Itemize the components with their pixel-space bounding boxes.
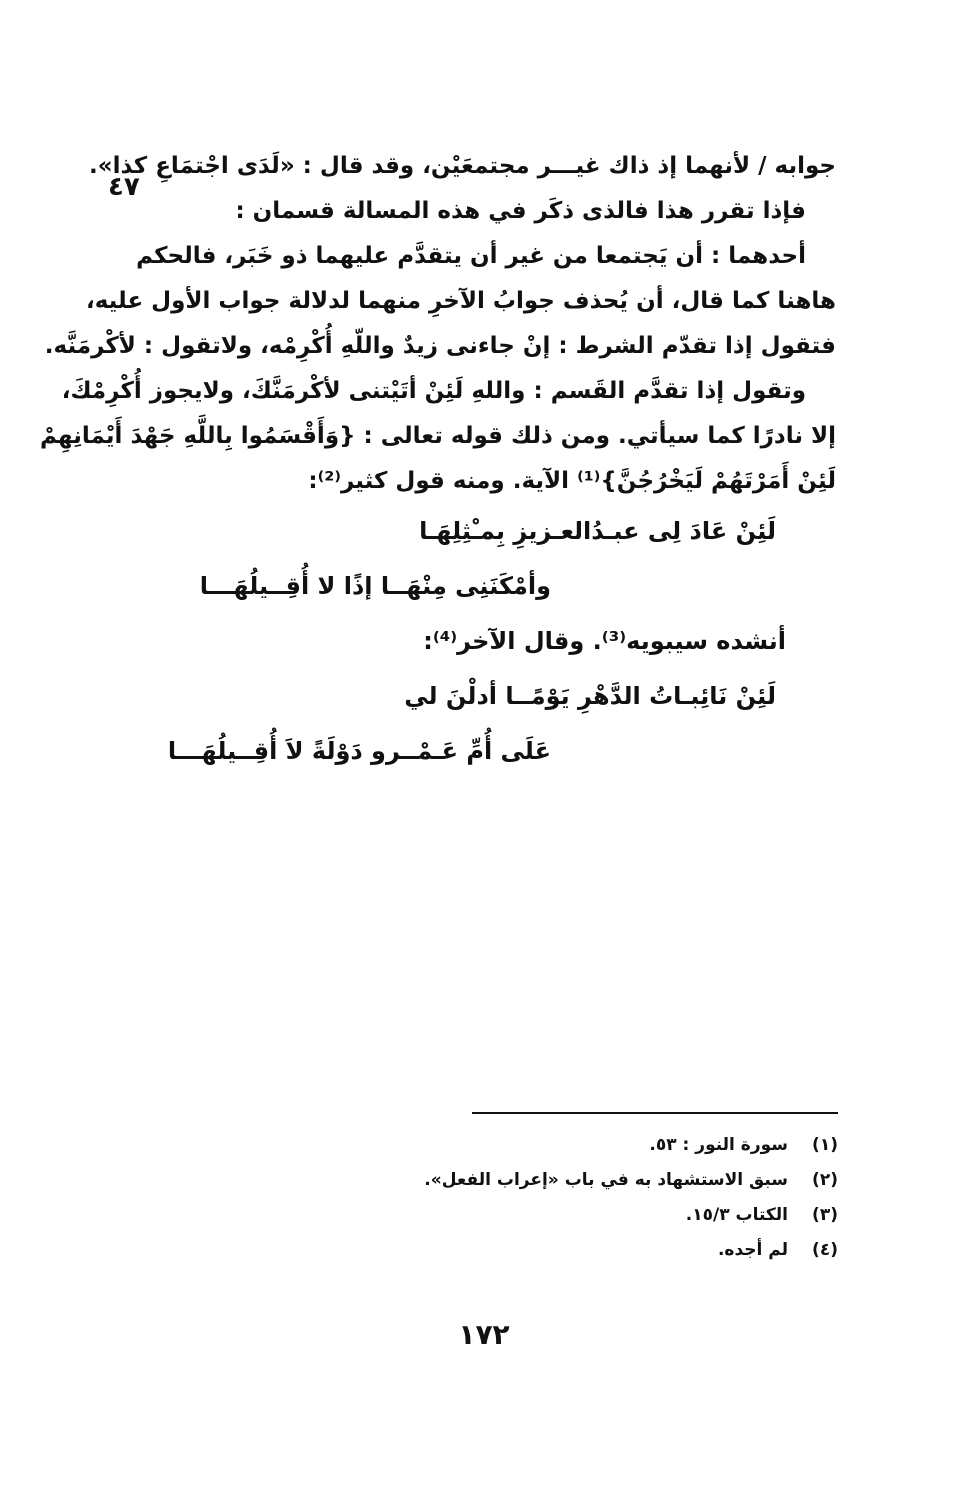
text-line-9: أنشده سيبويه⁽³⁾. وقال الآخر⁽⁴⁾:	[423, 627, 786, 655]
text-line-8: لَئِنْ أَمَرْتَهُمْ لَيَخْرُجُنَّ}⁽¹⁾ الآية. ومنه قول كثير⁽²⁾:	[308, 468, 836, 494]
footnote-number: (٤)	[812, 1240, 838, 1260]
text-line-6: وتقول إذا تقدَّم القَسم : واللهِ لَئِنْ أتَيْتنى لأكْرمَنَّكَ، ولايجوز أُكْرِمْكَ،	[61, 378, 806, 404]
footnote-text: سورة النور : ٥٣.	[649, 1135, 788, 1155]
footnote-text: سبق الاستشهاد به في باب «إعراب الفعل».	[424, 1170, 788, 1190]
text-line-4: هاهنا كما قال، أن يُحذف جوابُ الآخرِ منهما لدلالة جواب الأول عليه،	[85, 288, 836, 314]
text-line-5: فتقول إذا تقدّم الشرط : إنْ جاءنى زيدٌ واللّهِ أُكْرِمْه، ولاتقول : لأكْرمَنَّه.	[44, 333, 836, 359]
footnote-item	[130, 1163, 838, 1198]
footnote-divider	[472, 1112, 838, 1114]
text-line-1: جوابه / لأنهما إذ ذاك غيـــر مجتمعَيْن، وقد قال : «لَدَى اجْتمَاعِ كذا».	[89, 153, 836, 179]
text-line-7: إلا نادرًا كما سيأتي. ومن ذلك قوله تعالى : {وَأَقْسَمُوا بِاللَّهِ جَهْدَ أَيْمَانِهِمْ	[40, 423, 836, 449]
text-line-2: فإذا تقرر هذا فالذى ذكَر في هذه المسالة قسمان :	[235, 198, 806, 224]
footnote-number: (١)	[812, 1135, 838, 1155]
page-number: ١٧٢	[458, 1318, 510, 1351]
footnote-item	[130, 1198, 838, 1233]
verse-1-first-hemistich: لَئِنْ عَادَ لِى عبـدُالعـزيزِ بِمـْثِلِهَـا	[419, 517, 776, 545]
verse-2-second-hemistich: عَلَى أُمِّ عَـمْــرو دَوْلَةً لاَ أُقِــيلُهَـــا	[167, 737, 551, 765]
footnote-item	[130, 1128, 838, 1163]
verse-1-second-hemistich: وأمْكَنَنِى مِنْهَــا إذًا لا أُقِــيلُهَـــا	[199, 572, 551, 600]
text-line-3: أحدهما : أن يَجتمعا من غير أن يتقدَّم عليهما ذو خَبَر، فالحكم	[136, 243, 806, 269]
footnote-text: لم أجده.	[717, 1240, 788, 1260]
footnotes	[130, 1128, 838, 1268]
footnote-number: (٢)	[812, 1170, 838, 1190]
footnote-text: الكتاب ١٥/٣.	[685, 1205, 788, 1225]
margin-folio-number: ٤٧	[108, 172, 140, 202]
verse-2-first-hemistich: لَئِنْ نَائِبـاتُ الدَّهْرِ يَوْمًــا أدلْنَ لي	[404, 682, 776, 710]
footnote-number: (٣)	[812, 1205, 838, 1225]
footnote-item	[130, 1233, 838, 1268]
